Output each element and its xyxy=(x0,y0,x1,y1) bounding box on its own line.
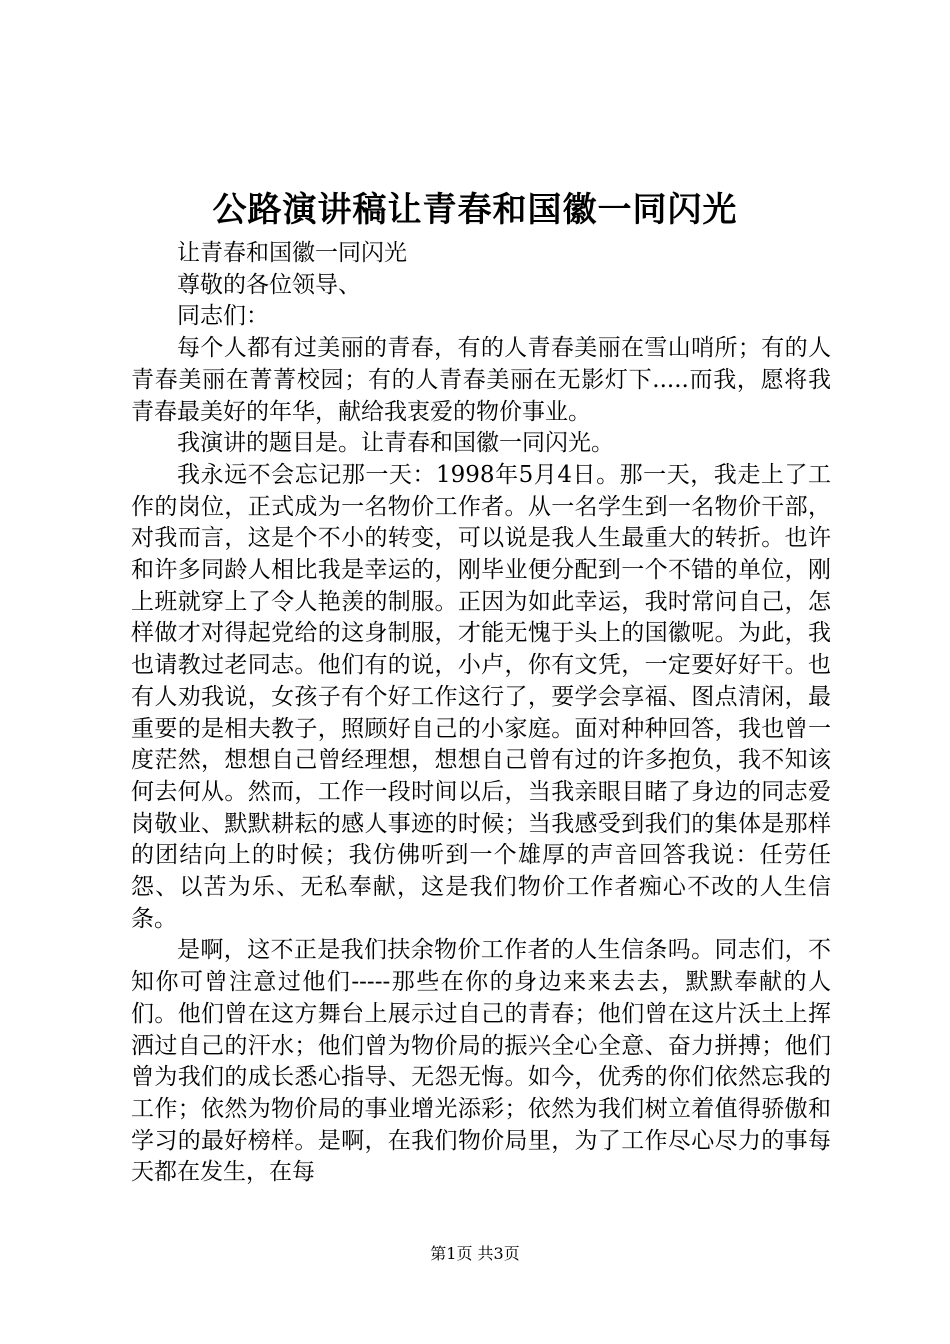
document-title: 公路演讲稿让青春和国徽一同闪光 xyxy=(212,190,738,230)
paragraph: 每个人都有过美丽的青春，有的人青春美丽在雪山哨所；有的人青春美丽在菁菁校园；有的人青春美丽在无影灯下.....而我，愿将我青春最美好的年华，献给我衷爱的物价事业。 xyxy=(131,335,831,425)
paragraph: 我演讲的题目是。让青春和国徽一同闪光。 xyxy=(177,430,614,457)
document-body xyxy=(131,238,831,1189)
paragraph-salutation-2: 同志们： xyxy=(177,303,269,330)
page-number-footer: 第1页 共3页 xyxy=(430,1244,520,1263)
paragraph-salutation: 尊敬的各位领导、 xyxy=(177,271,361,298)
paragraph: 是啊，这不正是我们扶余物价工作者的人生信条吗。同志们，不知你可曾注意过他们-----那些在你的身边来来去去，默默奉献的人们。他们曾在这方舞台上展示过自己的青春；他们曾在这片沃土上挥洒过自己的汗水；他们曾为物价局的振兴全心全意、奋力拼搏；他们曾为我们的成长悉心指导、无怨无悔。如今，优秀的你们依然忘我的工作；依然为物价局的事业增光添彩；依然为我们树立着值得骄傲和学习的最好榜样。是啊，在我们物价局里，为了工作尽心尽力的事每天都在发生，在每 xyxy=(131,937,831,1186)
paragraph: 我永远不会忘记那一天：1998年5月4日。那一天，我走上了工作的岗位，正式成为一名物价工作者。从一名学生到一名物价干部，对我而言，这是个不小的转变，可以说是我人生最重大的转折。也许和许多同龄人相比我是幸运的，刚毕业便分配到一个不错的单位，刚上班就穿上了令人艳羡的制服。正因为如此幸运，我时常问自己，怎样做才对得起党给的这身制服，才能无愧于头上的国徽呢。为此，我也请教过老同志。他们有的说，小卢，你有文凭，一定要好好干。也有人劝我说，女孩子有个好工作这行了，要学会享福、图点清闲，最重要的是相夫教子，照顾好自己的小家庭。面对种种回答，我也曾一度茫然，想想自己曾经理想，想想自己曾有过的许多抱负，我不知该何去何从。然而，工作一段时间以后，当我亲眼目睹了身边的同志爱岗敬业、默默耕耘的感人事迹的时候；当我感受到我们的集体是那样的团结向上的时候；我仿佛听到一个雄厚的声音回答我说：任劳任怨、以苦为乐、无私奉献，这是我们物价工作者痴心不改的人生信条。 xyxy=(131,461,831,932)
paragraph-subtitle: 让青春和国徽一同闪光 xyxy=(177,240,407,266)
